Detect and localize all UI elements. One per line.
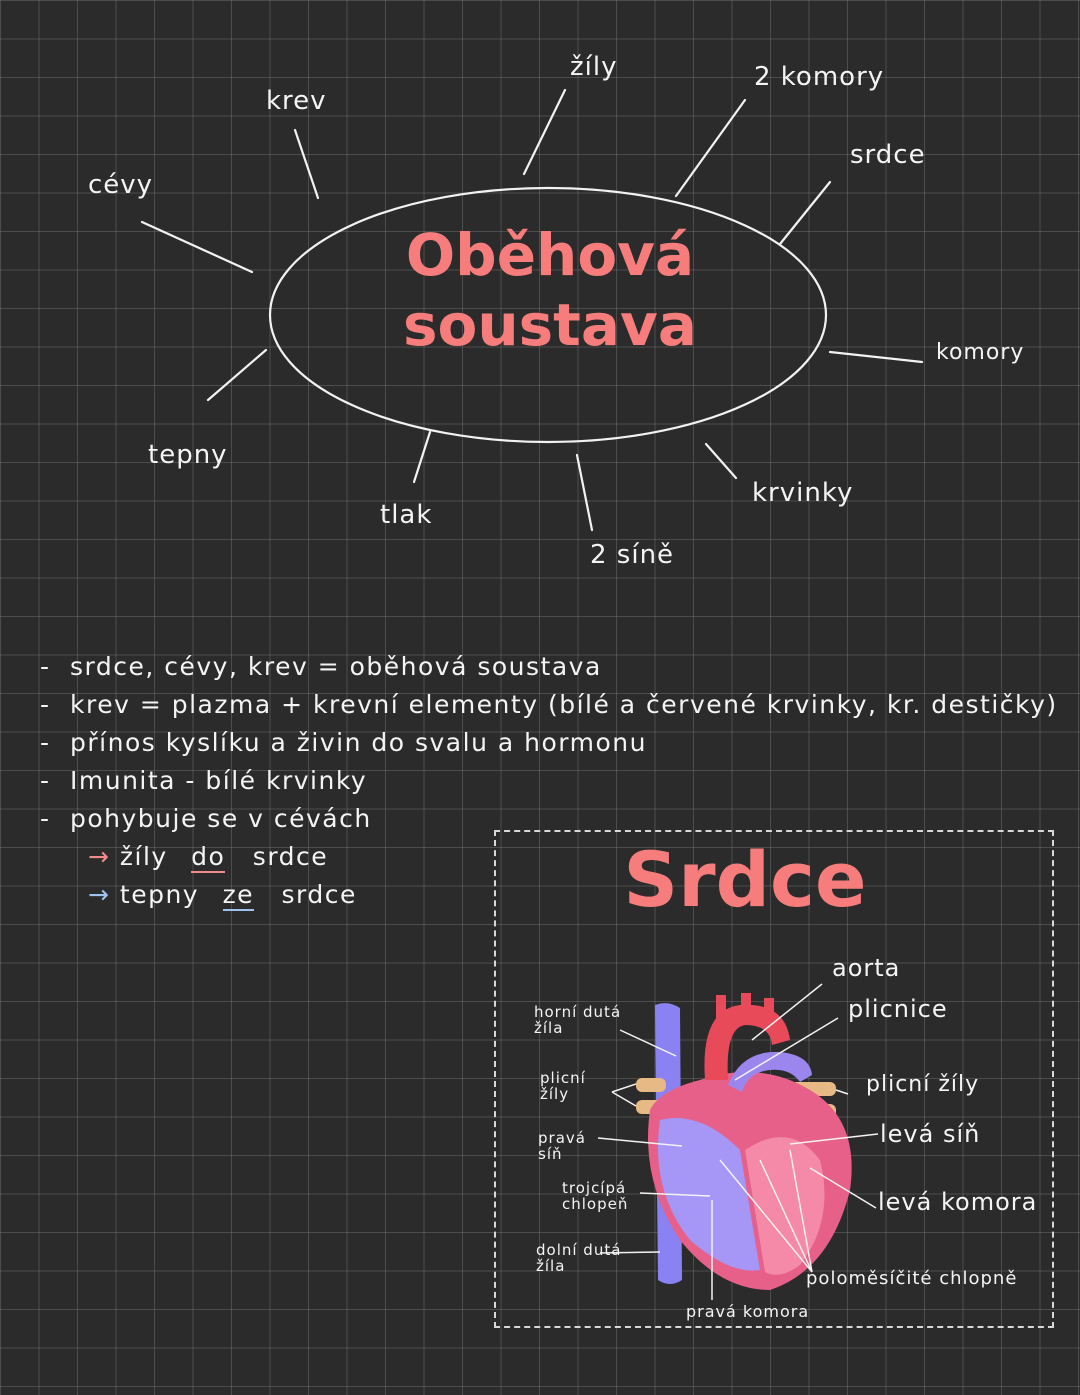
label-polomesicite-chlopne: poloměsíčité chlopně xyxy=(806,1268,1018,1289)
branch-komory: komory xyxy=(936,340,1025,365)
aorta-branch-3 xyxy=(764,998,774,1020)
aorta-branch-1 xyxy=(716,995,726,1019)
arrow-right-icon: → xyxy=(88,880,111,909)
heart-title: Srdce xyxy=(623,835,867,924)
note-item: - Imunita - bílé krvinky xyxy=(40,766,368,795)
label-trojcipa-chlopen: trojcípá chlopeň xyxy=(562,1179,629,1213)
label-leva-komora: levá komora xyxy=(878,1188,1038,1216)
title-line-1: Oběhová xyxy=(405,221,695,289)
label-prava-sin: pravá síň xyxy=(538,1129,586,1163)
branch-zily: žíly xyxy=(570,52,618,82)
label-plicni-zily-left: plicní žíly xyxy=(540,1069,586,1103)
branch-srdce: srdce xyxy=(850,140,926,170)
title-line-2: soustava xyxy=(403,291,697,359)
branch-cevy: cévy xyxy=(88,170,154,200)
aorta-branch-2 xyxy=(741,993,751,1015)
label-leva-sin: levá síň xyxy=(880,1120,981,1148)
pulmonary-vein-left-1 xyxy=(636,1078,666,1092)
note-item: - přínos kyslíku a živin do svalu a hormonu xyxy=(40,728,647,757)
label-horni-duta-zila: horní dutá žíla xyxy=(534,1003,622,1037)
branch-2komory: 2 komory xyxy=(754,62,885,92)
flow-arteries: → tepny ze srdce xyxy=(88,880,357,909)
note-item: - pohybuje se v cévách xyxy=(40,804,372,833)
note-item: - srdce, cévy, krev = oběhová soustava xyxy=(40,652,602,681)
flow-veins: → žíly do srdce xyxy=(88,842,329,871)
branch-2si: 2 síně xyxy=(590,540,675,570)
label-plicnice: plicnice xyxy=(848,995,948,1023)
branch-tlak: tlak xyxy=(380,500,433,530)
arrow-right-icon: → xyxy=(88,842,111,871)
label-aorta: aorta xyxy=(832,954,901,982)
branch-tepny: tepny xyxy=(148,440,228,470)
note-item: - krev = plazma + krevní elementy (bílé a červené krvinky, kr. destičky) xyxy=(40,690,1058,719)
label-prava-komora: pravá komora xyxy=(686,1302,810,1321)
branch-krev: krev xyxy=(266,86,327,116)
label-dolni-duta-zila: dolní dutá žíla xyxy=(536,1241,622,1275)
branch-krvinky: krvinky xyxy=(752,478,854,508)
label-plicni-zily-right: plicní žíly xyxy=(866,1072,980,1097)
